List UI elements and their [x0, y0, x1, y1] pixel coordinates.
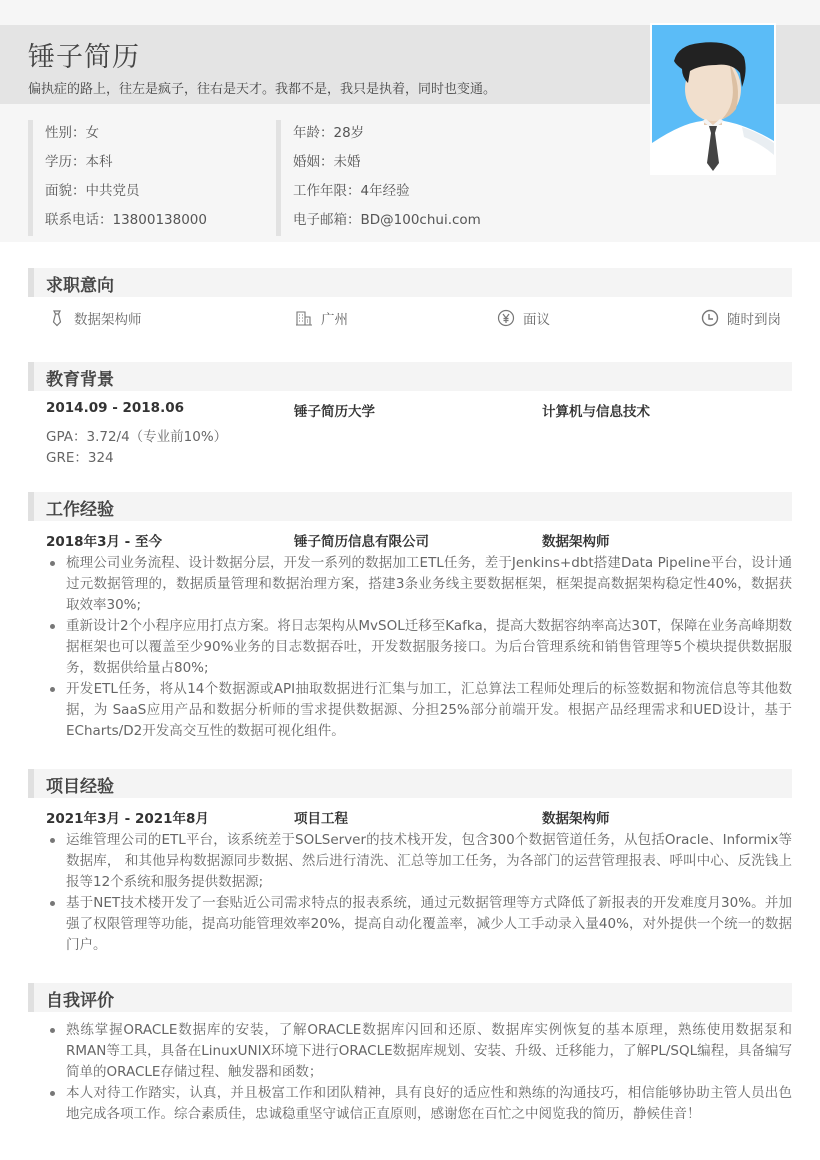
- list-item: 熟练掌握ORACLE数据库的安装，了解ORACLE数据库闪回和还原、数据库实例恢复的基本原理，熟练使用数据泵和 RMAN等工具，具备在LinuxUNIX环境下进行ORACLE数据库规划、安装、升级、迁移能力，了解PL/SQL编程，具备编写简单的ORACLE存储过程、触发器和函数；: [46, 1020, 792, 1083]
- intent-label: 面议: [523, 312, 550, 328]
- section-header-intent: [28, 268, 792, 297]
- work-period: 2018年3月 - 至今: [46, 534, 162, 550]
- project-role: 数据架构师: [542, 811, 610, 827]
- basic-info-column-1: [28, 120, 258, 236]
- info-political-status: 面貌：中共党员: [45, 183, 140, 199]
- info-gender: 性别：女: [45, 125, 99, 141]
- education-entry-header: [46, 400, 792, 422]
- section-title: 自我评价: [46, 991, 114, 1011]
- education-gre: GRE：324: [46, 450, 114, 466]
- section-header-education: [28, 362, 792, 391]
- avatar-portrait-icon: [652, 25, 774, 173]
- section-title: 项目经验: [46, 777, 114, 797]
- section-header-work: [28, 492, 792, 521]
- education-major: 计算机与信息技术: [542, 404, 650, 420]
- resume-name: 锤子简历: [28, 42, 140, 73]
- work-company: 锤子简历信息有限公司: [294, 534, 429, 550]
- profile-photo: [650, 23, 776, 175]
- section-title: 教育背景: [46, 370, 114, 390]
- self-evaluation-bullets: [46, 1020, 792, 1125]
- job-intent-row: [0, 308, 820, 332]
- info-education: 学历：本科: [45, 154, 113, 170]
- info-phone: 联系电话：13800138000: [45, 212, 207, 228]
- info-email: 电子邮箱：BD@100chui.com: [293, 212, 481, 228]
- list-item: 本人对待工作踏实，认真，并且极富工作和团队精神，具有良好的适应性和熟练的沟通技巧，相信能够协助主管人员出色地完成各项工作。综合素质佳，忠诚稳重坚守诚信正直原则，感谢您在百忙之中阅览我的简历，静候佳音！: [46, 1083, 792, 1125]
- list-item: 运维管理公司的ETL平台，该系统差于SOLServer的技术栈开发，包含300个数据管道任务，从包括Oracle、Informix等数据库， 和其他异构数据源同步数据、然后进行清洗、汇总等加工任务，为各部门的运营管理报表、呼叫中心、反洗钱上报等12个系统和服务提供数据源;: [46, 830, 792, 893]
- section-title: 工作经验: [46, 500, 114, 520]
- section-header-project: [28, 769, 792, 798]
- education-school: 锤子简历大学: [294, 404, 375, 420]
- info-marital: 婚姻：未婚: [293, 154, 361, 170]
- intent-salary: [497, 308, 550, 328]
- project-name: 项目工程: [294, 811, 348, 827]
- work-role: 数据架构师: [542, 534, 610, 550]
- intent-label: 广州: [321, 312, 348, 328]
- yen-icon: [497, 309, 515, 327]
- list-item: 开发ETL任务，将从14个数据源或API抽取数据进行汇集与加工，汇总算法工程师处理后的标签数据和物流信息等其他数据，为 SaaS应用产品和数据分析师的雪求提供数据源、分担25%部分前端开发。根据产品经理需求和UED设计，基于ECharts/D2开发高交互性的数据可视化组件。: [46, 679, 792, 742]
- list-item: 重新设计2个小程序应用打点方案。将日志架构从MvSOL迁移至Kafka，提高大数据容纳率高达30T，保障在业务高峰期数据框架也可以覆盖至少90%业务的目志数据吞吐，开发数据服务接口。为后台管理系统和销售管理等5个模块提供数据服务，数据供给量占80%;: [46, 616, 792, 679]
- section-title: 求职意向: [46, 276, 114, 296]
- education-period: 2014.09 - 2018.06: [46, 400, 184, 416]
- project-entry-header: [46, 807, 792, 829]
- list-item: 基于NET技术楼开发了一套贴近公司需求特点的报表系统，通过元数据管理等方式降低了新报表的开发难度月30%。并加强了权限管理等功能，提高功能管理效率20%，提高自动化覆盖率，减少人工手动录入量40%，对外提供一个统一的数据门户。: [46, 893, 792, 956]
- intent-availability: [701, 308, 781, 328]
- project-period: 2021年3月 - 2021年8月: [46, 811, 209, 827]
- basic-info-column-2: [276, 120, 576, 236]
- section-header-self: [28, 983, 792, 1012]
- info-age: 年龄：28岁: [293, 125, 365, 141]
- building-icon: [295, 309, 313, 327]
- tie-icon: [48, 309, 66, 327]
- intent-city: [295, 308, 348, 328]
- work-entry-header: [46, 530, 792, 552]
- intent-label: 随时到岗: [727, 312, 781, 328]
- intent-position: [48, 308, 142, 328]
- education-gpa: GPA：3.72/4（专业前10%）: [46, 429, 228, 445]
- list-item: 梳理公司业务流程、设计数据分层，开发一系列的数据加工ETL任务，差于Jenkins+dbt搭建Data Pipeline平台，设计通过元数据管理的，数据质量管理和数据治理方案，搭建3条业务线主要数据框架，框架提高数据架构稳定性40%，数据获取效率30%;: [46, 553, 792, 616]
- intent-label: 数据架构师: [74, 312, 142, 328]
- clock-icon: [701, 309, 719, 327]
- work-bullets: [46, 553, 792, 742]
- info-years-experience: 工作年限：4年经验: [293, 183, 410, 199]
- resume-motto: 偏执症的路上，往左是疯子，往右是天才。我都不是，我只是执着，同时也变通。: [28, 82, 497, 97]
- project-bullets: [46, 830, 792, 956]
